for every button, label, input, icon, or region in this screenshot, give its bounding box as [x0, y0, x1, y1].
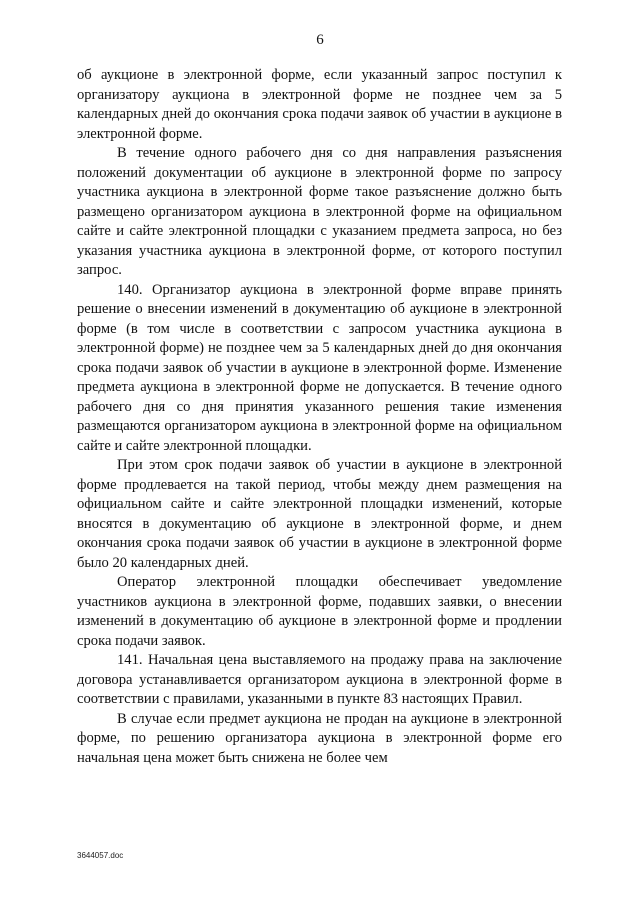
paragraph-price-reduction: В случае если предмет аукциона не продан на аукционе в электронной форме, по решению организатора аукциона в электронной форме его начальная цена может быть снижена не более чем	[77, 710, 562, 766]
paragraph-clarification-publication: В течение одного рабочего дня со дня направления разъяснения положений документации об аукционе в электронной форме по запросу участника аукциона в электронной форме такое разъяснение должно быть размещено организатором аукциона в электронной форме на официальном сайте и сайте электронной площадки с указанием предмета запроса, но без указания участника аукциона в электронной форме, от которого поступил запрос.	[77, 145, 562, 278]
paragraph-clause-141: 141. Начальная цена выставляемого на продажу права на заключение договора устанавливается организатором аукциона в электронной форме в соответствии с правилами, указанными в пункте 83 настоящих Правил.	[77, 652, 562, 707]
paragraph-deadline-extension: При этом срок подачи заявок об участии в аукционе в электронной форме продлевается на такой период, чтобы между днем размещения на официальном сайте и сайте электронной площадки изменений, которые вносятся в документацию об аукционе в электронной форме, и днем окончания срока подачи заявок об участии в аукционе в электронной форме было 20 календарных дней.	[77, 457, 562, 571]
footer-document-code: 3644057.doc	[77, 851, 124, 860]
paragraph-continuation: об аукционе в электронной форме, если указанный запрос поступил к организатору аукциона в электронной форме не позднее чем за 5 календарных дней до окончания срока подачи заявок об участии в аукционе в электронной форме.	[77, 67, 562, 142]
document-body	[77, 66, 562, 768]
paragraph-operator-notification: Оператор электронной площадки обеспечивает уведомление участников аукциона в электронной форме, подавших заявки, о внесении изменений в документацию об аукционе в электронной форме и продлении срока подачи заявок.	[77, 574, 562, 649]
page-number: 6	[316, 32, 324, 48]
paragraph-clause-140: 140. Организатор аукциона в электронной форме вправе принять решение о внесении изменений в документацию об аукционе в электронной форме (в том числе в соответствии с запросом участника аукциона в электронной форме) не позднее чем за 5 календарных дней до дня окончания срока подачи заявок об участии в аукционе в электронной форме. Изменение предмета аукциона в электронной форме не допускается. В течение одного рабочего дня со дня принятия указанного решения такие изменения размещаются организатором аукциона в электронной форме на официальном сайте и сайте электронной площадки.	[77, 281, 562, 454]
